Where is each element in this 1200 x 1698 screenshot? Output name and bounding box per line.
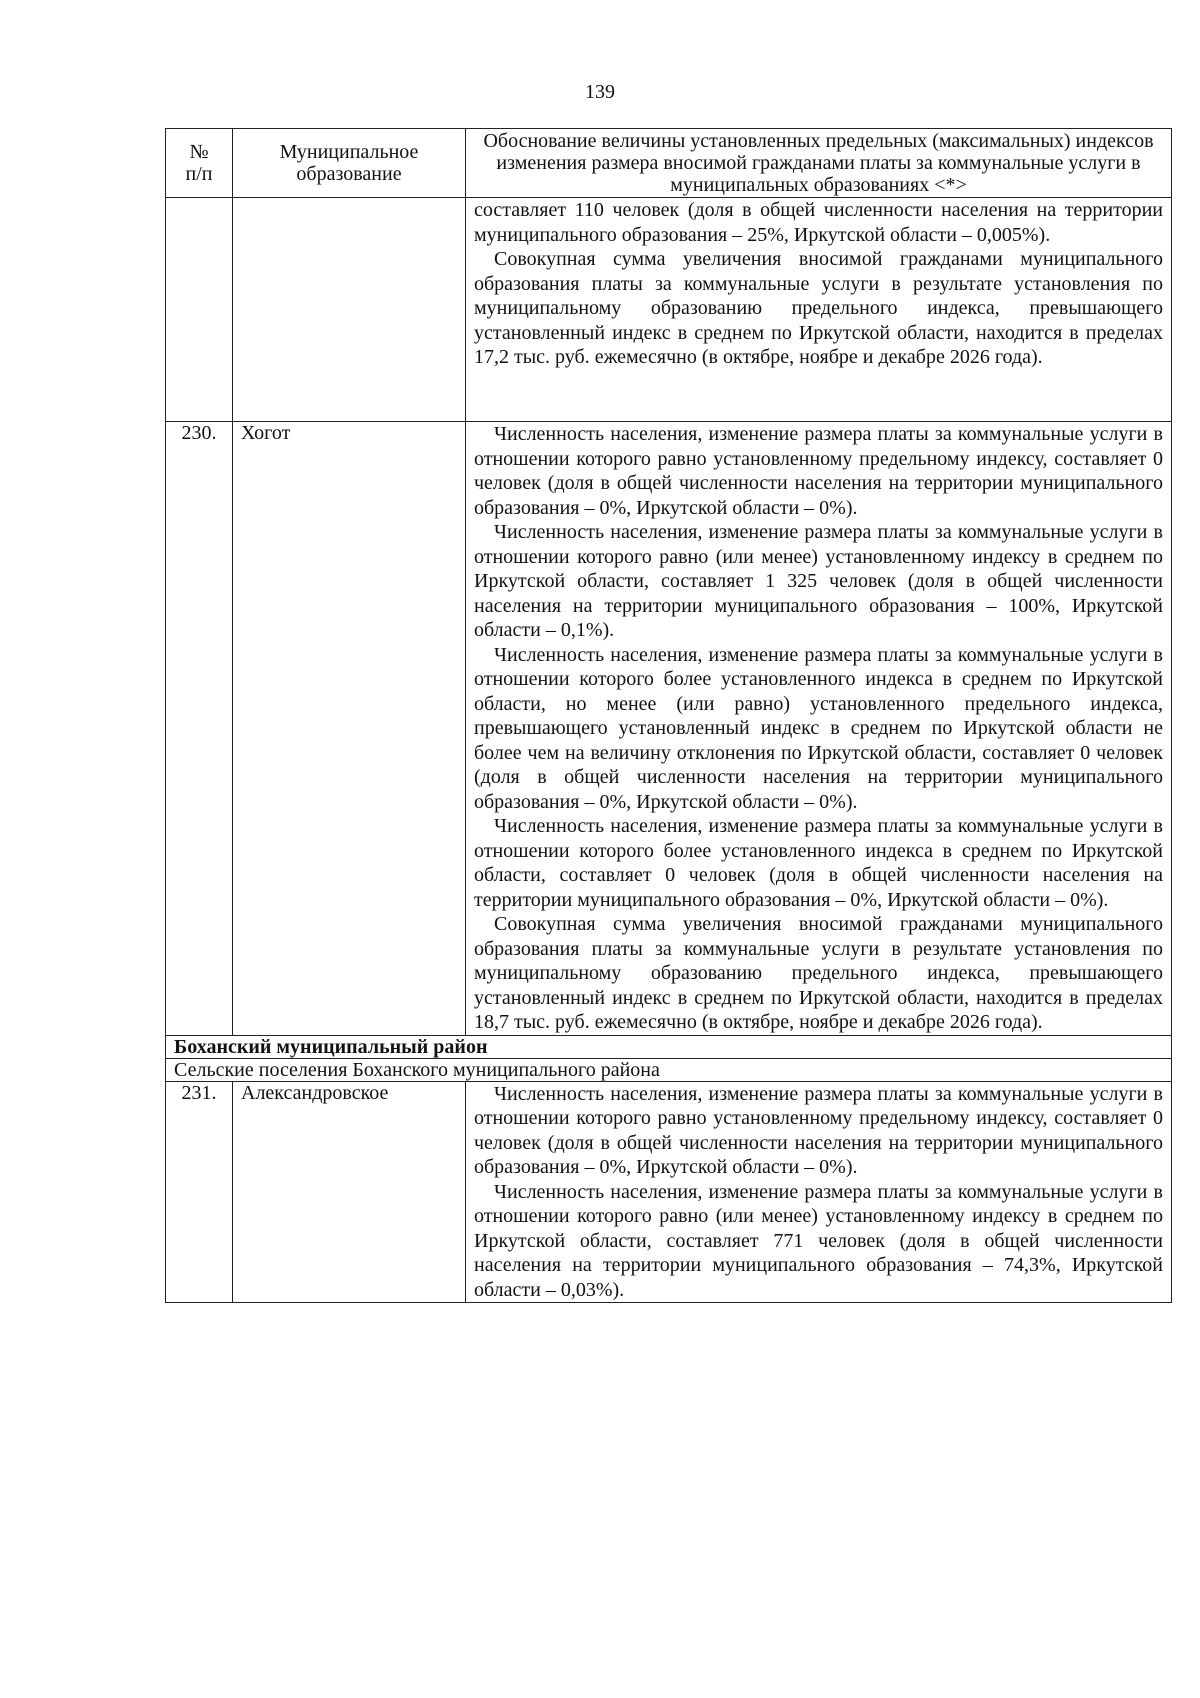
table-header-row xyxy=(166,129,1172,198)
header-municipality: Муниципальное образование xyxy=(233,129,466,198)
settlements-heading-row xyxy=(166,1058,1172,1081)
district-heading: Боханский муниципальный район xyxy=(166,1035,1172,1058)
row-231-municipality: Александровское xyxy=(233,1081,466,1303)
row-230-paragraph-3: Численность населения, изменение размера платы за коммунальные услуги в отношении которого более установленного индекса в среднем по Иркутской области, но менее (или равно) установленного предельного индекса, превышающего установленный индекс в среднем по Иркутской области не более чем на величину отклонения по Иркутской области, составляет 0 человек (доля в общей численности населения на территории муниципального образования – 0%, Иркутской области – 0%). xyxy=(474,643,1163,813)
continuation-paragraph-1: составляет 110 человек (доля в общей численности населения на территории муниципального образования – 25%, Иркутской области – 0,005%). xyxy=(474,199,1163,246)
row-231-paragraph-2: Численность населения, изменение размера платы за коммунальные услуги в отношении которого равно (или менее) установленному индексу в среднем по Иркутской области, составляет 771 человек (доля в общей численности населения на территории муниципального образования – 74,3%, Иркутской области – 0,03%). xyxy=(474,1180,1163,1301)
header-justification: Обоснование величины установленных предельных (максимальных) индексов изменения размера вносимой гражданами платы за коммунальные услуги в муниципальных образованиях <*> xyxy=(466,129,1172,198)
page-number: 139 xyxy=(585,81,615,103)
indices-table xyxy=(165,128,1172,1303)
row-230-number: 230. xyxy=(166,422,233,1036)
table-row-231 xyxy=(166,1081,1172,1303)
continuation-number-cell xyxy=(166,198,233,422)
table-row-230 xyxy=(166,422,1172,1036)
row-230-paragraph-5: Совокупная сумма увеличения вносимой гражданами муниципального образования платы за коммунальные услуги в результате установления по муниципальному образованию предельного индекса, превышающего установленный индекс в среднем по Иркутской области, находится в пределах 18,7 тыс. руб. ежемесячно (в октябре, ноябре и декабре 2026 года). xyxy=(474,913,1163,1033)
district-heading-row xyxy=(166,1035,1172,1058)
row-230-text-cell xyxy=(466,422,1172,1036)
settlements-heading: Сельские поселения Боханского муниципального района xyxy=(166,1058,1172,1081)
table-row-continuation xyxy=(166,198,1172,422)
row-230-paragraph-1: Численность населения, изменение размера платы за коммунальные услуги в отношении которого равно установленному предельному индексу, составляет 0 человек (доля в общей численности населения на территории муниципального образования – 0%, Иркутской области – 0%). xyxy=(474,423,1163,519)
continuation-paragraph-2: Совокупная сумма увеличения вносимой гражданами муниципального образования платы за коммунальные услуги в результате установления по муниципальному образованию предельного индекса, превышающего установленный индекс в среднем по Иркутской области, находится в пределах 17,2 тыс. руб. ежемесячно (в октябре, ноябре и декабре 2026 года). xyxy=(474,248,1163,368)
row-230-paragraph-2: Численность населения, изменение размера платы за коммунальные услуги в отношении которого равно (или менее) установленному индексу в среднем по Иркутской области, составляет 1 325 человек (доля в общей численности населения на территории муниципального образования – 100%, Иркутской области – 0,1%). xyxy=(474,521,1163,641)
header-number: № п/п xyxy=(166,129,233,198)
continuation-text-cell xyxy=(466,198,1172,422)
row-231-number: 231. xyxy=(166,1081,233,1303)
row-230-paragraph-4: Численность населения, изменение размера платы за коммунальные услуги в отношении которого более установленного индекса в среднем по Иркутской области, составляет 0 человек (доля в общей численности населения на территории муниципального образования – 0%, Иркутской области – 0%). xyxy=(474,815,1163,911)
row-231-text-cell xyxy=(466,1081,1172,1303)
continuation-municipality-cell xyxy=(233,198,466,422)
row-230-municipality: Хогот xyxy=(233,422,466,1036)
row-231-paragraph-1: Численность населения, изменение размера платы за коммунальные услуги в отношении которого равно установленному предельному индексу, составляет 0 человек (доля в общей численности населения на территории муниципального образования – 0%, Иркутской области – 0%). xyxy=(474,1082,1163,1178)
